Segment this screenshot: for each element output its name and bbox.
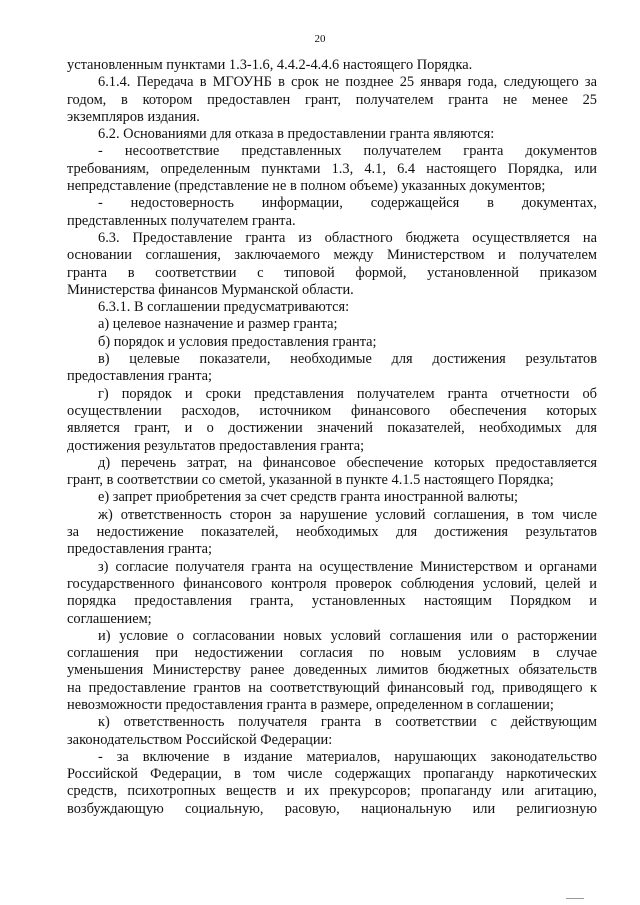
- text-line: государственного финансового контроля проверок соблюдения условий, целей и: [67, 575, 597, 592]
- text-line: средств, психотропных веществ и их прекурсоров; пропаганду или агитацию,: [67, 783, 597, 800]
- text-line: з) согласие получателя гранта на осуществление Министерством и органами: [98, 558, 597, 575]
- text-line: соглашением;: [67, 610, 152, 627]
- text-line: г) порядок и сроки представления получателем гранта отчетности об: [98, 385, 597, 402]
- text-line: за недостижение показателей, необходимых для достижения результатов: [67, 524, 597, 541]
- text-line: предоставления гранта;: [67, 541, 213, 558]
- text-line: в) целевые показатели, необходимые для достижения результатов: [98, 351, 597, 368]
- text-line: уменьшения Министерству ранее доведенных лимитов бюджетных обязательств: [67, 662, 597, 679]
- text-line: к) ответственность получателя гранта в соответствии с действующим: [98, 714, 597, 731]
- text-line: ж) ответственность сторон за нарушение условий соглашения, в том числе: [98, 506, 597, 523]
- text-line: - несоответствие представленных получателем гранта документов: [98, 143, 597, 160]
- text-line: 6.1.4. Передача в МГОУНБ в срок не позднее 25 января года, следующего за: [98, 74, 597, 91]
- text-line: требованиям, определенным пунктами 1.3, 4.1, 6.4 настоящего Порядка, или: [67, 160, 597, 177]
- text-line: на предоставление грантов на соответствующий финансовый год, приводящего к: [67, 679, 597, 696]
- text-line: порядка предоставления гранта, установленных настоящим Порядком и: [67, 593, 597, 610]
- text-line: б) порядок и условия предоставления гранта;: [98, 333, 377, 350]
- text-line: соглашения при недостижении согласия по новым условиям в случае: [67, 645, 597, 662]
- text-line: - недостоверность информации, содержащейся в документах,: [98, 195, 597, 212]
- text-line: установленным пунктами 1.3-1.6, 4.4.2-4.4.6 настоящего Порядка.: [67, 57, 473, 73]
- page-number: 20: [314, 33, 326, 45]
- text-line: предоставления гранта;: [67, 368, 213, 385]
- text-line: а) целевое назначение и размер гранта;: [98, 316, 338, 333]
- text-line: гранта в соответствии с типовой формой, установленной приказом: [67, 264, 597, 281]
- text-line: непредставление (представление не в полном объеме) указанных документов;: [67, 178, 546, 195]
- text-line: 6.3.1. В соглашении предусматриваются:: [98, 299, 350, 316]
- text-line: возбуждающую социальную, расовую, национальную или религиозную: [67, 800, 597, 817]
- text-line: и) условие о согласовании новых условий соглашения или о расторжении: [98, 627, 597, 644]
- text-line: 6.3. Предоставление гранта из областного бюджета осуществляется на: [98, 229, 597, 246]
- text-line: осуществлении расходов, источником финансового обеспечения которых: [67, 402, 597, 419]
- text-line: грант, в соответствии со сметой, указанной в пункте 4.1.5 настоящего Порядка;: [67, 472, 554, 489]
- text-line: - за включение в издание материалов, нарушающих законодательство: [98, 748, 597, 765]
- footer-mark: [566, 898, 584, 899]
- text-line: законодательством Российской Федерации:: [67, 731, 333, 748]
- document-body: [67, 57, 597, 818]
- text-line: достижения результатов предоставления гранта;: [67, 437, 365, 454]
- text-line: является грант, и о достижении значений показателей, необходимых для: [67, 420, 597, 437]
- text-line: невозможности предоставления гранта в размере, определенном в соглашении;: [67, 696, 554, 713]
- text-line: экземпляров издания.: [67, 108, 200, 125]
- text-line: основании соглашения, заключаемого между Министерством и получателем: [67, 247, 597, 264]
- text-line: д) перечень затрат, на финансовое обеспечение которых предоставляется: [98, 454, 597, 471]
- text-line: Российской Федерации, в том числе содержащих пропаганду наркотических: [67, 766, 597, 783]
- text-line: 6.2. Основаниями для отказа в предоставлении гранта являются:: [98, 126, 495, 143]
- text-line: Министерства финансов Мурманской области.: [67, 281, 354, 298]
- text-line: годом, в котором предоставлен грант, получателем гранта не менее 25: [67, 91, 597, 108]
- text-line: представленных получателем гранта.: [67, 212, 296, 229]
- text-line: е) запрет приобретения за счет средств гранта иностранной валюты;: [98, 489, 519, 506]
